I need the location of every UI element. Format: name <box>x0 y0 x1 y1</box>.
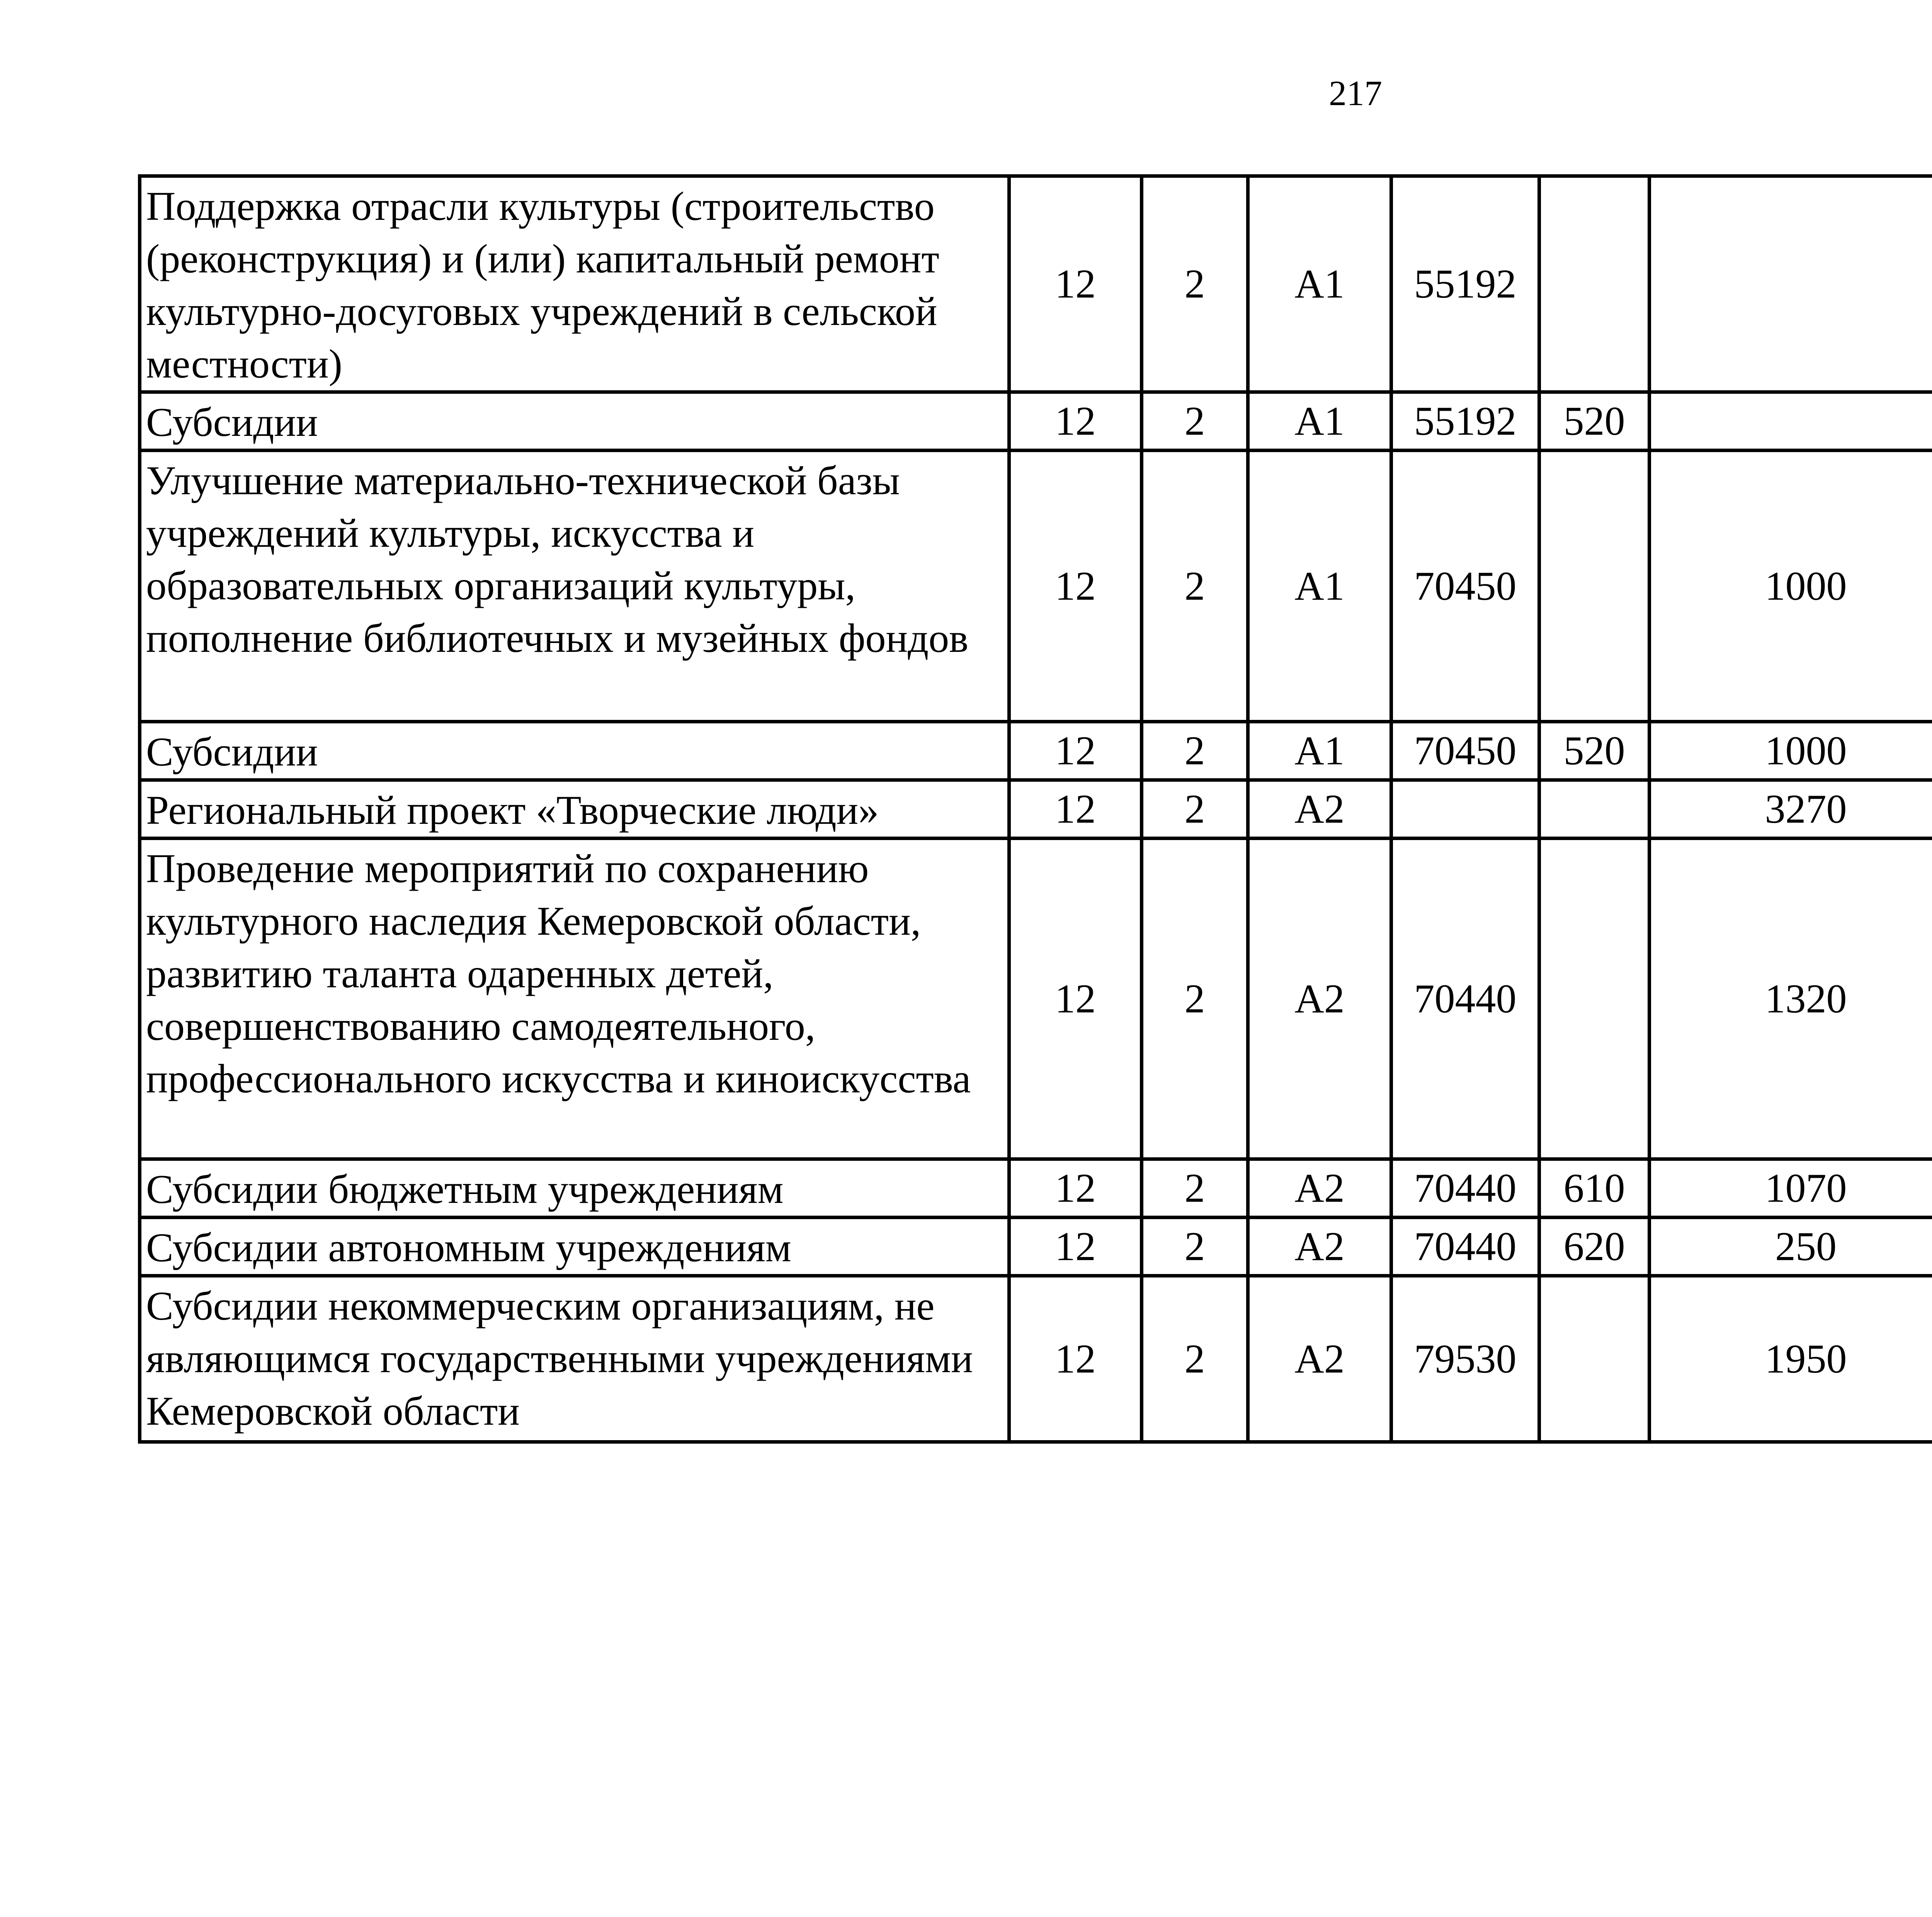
cell-code-1: 12 <box>1009 780 1142 839</box>
cell-code-2: 2 <box>1142 451 1248 722</box>
cell-code-1: 12 <box>1009 1218 1142 1276</box>
cell-code-3: А2 <box>1248 1159 1391 1218</box>
cell-code-2: 2 <box>1142 839 1248 1159</box>
cell-code-1: 12 <box>1009 392 1142 451</box>
cell-code-3: А2 <box>1248 1218 1391 1276</box>
cell-code-3: А1 <box>1248 176 1391 392</box>
table-row <box>140 1159 1932 1218</box>
cell-amount-1: 1950 <box>1650 1276 1932 1442</box>
cell-amount-1 <box>1650 392 1932 451</box>
row-name: Улучшение материально-технической базы учреждений культуры, искусства и образовательных организаций культуры, пополнение библиотечных и музейных фондов <box>140 451 1009 722</box>
table-row <box>140 1276 1932 1442</box>
table-row <box>140 392 1932 451</box>
cell-code-5 <box>1539 451 1650 722</box>
cell-code-1: 12 <box>1009 1276 1142 1442</box>
cell-amount-1: 1000 <box>1650 722 1932 780</box>
cell-amount-1: 250 <box>1650 1218 1932 1276</box>
cell-code-2: 2 <box>1142 392 1248 451</box>
page-number: 217 <box>1329 73 1382 113</box>
row-name: Субсидии автономным учреждениям <box>140 1218 1009 1276</box>
table-row <box>140 1218 1932 1276</box>
cell-code-1: 12 <box>1009 1159 1142 1218</box>
table-row <box>140 722 1932 780</box>
cell-code-5 <box>1539 780 1650 839</box>
row-name: Поддержка отрасли культуры (строительство (реконструкция) и (или) капитальный ремонт культурно-досуговых учреждений в сельской местности) <box>140 176 1009 392</box>
budget-table <box>138 174 1932 1444</box>
cell-code-2: 2 <box>1142 176 1248 392</box>
cell-code-5 <box>1539 839 1650 1159</box>
cell-code-3: А1 <box>1248 451 1391 722</box>
cell-code-5: 520 <box>1539 722 1650 780</box>
cell-code-4: 55192 <box>1391 176 1539 392</box>
cell-code-3: А2 <box>1248 780 1391 839</box>
cell-amount-1 <box>1650 176 1932 392</box>
cell-code-3: А2 <box>1248 839 1391 1159</box>
cell-code-1: 12 <box>1009 722 1142 780</box>
cell-code-2: 2 <box>1142 1276 1248 1442</box>
cell-code-4: 70450 <box>1391 451 1539 722</box>
row-name: Субсидии некоммерческим организациям, не являющимся государственными учреждениями Кемеровской области <box>140 1276 1009 1442</box>
cell-code-2: 2 <box>1142 780 1248 839</box>
cell-code-5 <box>1539 176 1650 392</box>
cell-code-3: А1 <box>1248 392 1391 451</box>
cell-amount-1: 1000 <box>1650 451 1932 722</box>
cell-code-5: 610 <box>1539 1159 1650 1218</box>
cell-code-3: А2 <box>1248 1276 1391 1442</box>
cell-code-1: 12 <box>1009 451 1142 722</box>
cell-code-4: 70450 <box>1391 722 1539 780</box>
row-name: Субсидии <box>140 722 1009 780</box>
cell-code-5 <box>1539 1276 1650 1442</box>
cell-code-3: А1 <box>1248 722 1391 780</box>
table-row <box>140 780 1932 839</box>
row-name: Субсидии <box>140 392 1009 451</box>
cell-code-1: 12 <box>1009 839 1142 1159</box>
row-name: Субсидии бюджетным учреждениям <box>140 1159 1009 1218</box>
cell-code-2: 2 <box>1142 722 1248 780</box>
row-name: Региональный проект «Творческие люди» <box>140 780 1009 839</box>
cell-code-1: 12 <box>1009 176 1142 392</box>
cell-code-4: 79530 <box>1391 1276 1539 1442</box>
cell-code-4: 55192 <box>1391 392 1539 451</box>
table-row <box>140 451 1932 722</box>
cell-amount-1: 1320 <box>1650 839 1932 1159</box>
cell-code-2: 2 <box>1142 1159 1248 1218</box>
cell-code-4: 70440 <box>1391 839 1539 1159</box>
cell-code-4: 70440 <box>1391 1218 1539 1276</box>
cell-amount-1: 3270 <box>1650 780 1932 839</box>
table-row <box>140 176 1932 392</box>
cell-code-4: 70440 <box>1391 1159 1539 1218</box>
row-name: Проведение мероприятий по сохранению культурного наследия Кемеровской области, развитию таланта одаренных детей, совершенствованию самодеятельного, профессионального искусства и киноискусства <box>140 839 1009 1159</box>
cell-code-5: 620 <box>1539 1218 1650 1276</box>
cell-code-2: 2 <box>1142 1218 1248 1276</box>
cell-code-5: 520 <box>1539 392 1650 451</box>
table-row <box>140 839 1932 1159</box>
cell-code-4 <box>1391 780 1539 839</box>
cell-amount-1: 1070 <box>1650 1159 1932 1218</box>
